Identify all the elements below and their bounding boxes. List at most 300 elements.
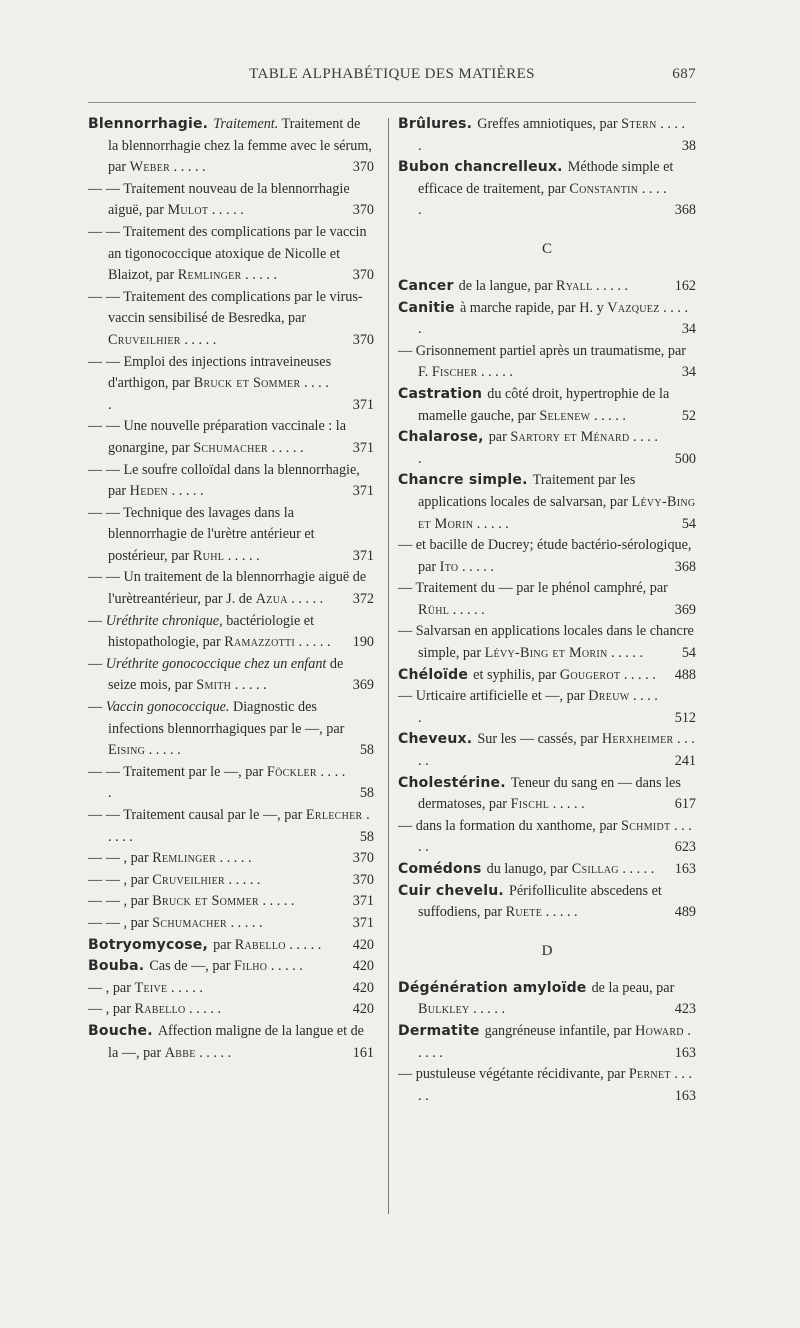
entry-leader: . . . . . [418, 116, 686, 154]
entry-text [398, 116, 685, 154]
entry-keyword: Bouche. [88, 1022, 158, 1039]
entry-author: Vazquez [607, 299, 660, 316]
entry-keyword: Dégénération amyloïde [398, 979, 592, 996]
index-entry [398, 686, 696, 729]
entry-text [398, 343, 686, 381]
entry-description: Traitement du — par le phénol camphré, par [415, 580, 668, 597]
entry-text [398, 1066, 692, 1104]
entry-description: Sur les — cassés, par [477, 731, 602, 748]
entry-author: Föckler [266, 763, 317, 780]
entry-leader: . . . . . [618, 861, 655, 877]
entry-description: Traitement par les applications locales de salvarsan, par [418, 472, 636, 510]
entry-leader: . . . . . [477, 364, 513, 381]
entry-page: 371 [352, 914, 374, 931]
entry-dash: — [398, 817, 416, 834]
entry-leader: . . . . . [225, 871, 261, 888]
entry-text [88, 807, 370, 845]
entry-text [398, 429, 658, 467]
entry-text [398, 861, 694, 877]
entry-text [398, 386, 669, 424]
entry-dash: — — [88, 807, 124, 823]
entry-description: Affection maligne de la langue et de la —, par [108, 1022, 364, 1061]
entry-author: Filho [234, 958, 268, 975]
entry-text [398, 980, 674, 1018]
entry-description: par [488, 429, 511, 446]
entry-text [398, 537, 691, 575]
entry-author: Rabello [234, 936, 286, 953]
entry-italic: Uréthrite chronique, [105, 612, 223, 629]
entry-page: 623 [674, 839, 696, 856]
entry-text [88, 462, 360, 500]
entry-page: 420 [352, 1001, 374, 1018]
index-entry [88, 222, 374, 287]
entry-dash: — — [88, 914, 124, 931]
entry-description: , par [105, 1001, 135, 1018]
entry-leader: . . . . . [267, 958, 303, 975]
entry-page: 34 [681, 321, 696, 338]
index-entry [88, 416, 374, 459]
header-rule [88, 102, 696, 103]
section-letter: D [541, 942, 553, 959]
entry-author: Howard [635, 1022, 684, 1039]
index-entry [88, 762, 374, 805]
entry-author: Ruete [505, 904, 543, 921]
entry-author: Azua [255, 591, 288, 608]
entry-dash: — — [88, 223, 124, 240]
entry-page: 369 [352, 677, 374, 694]
entry-text [88, 764, 345, 802]
entry-page: 372 [352, 591, 374, 608]
entry-leader: . . . . . [195, 1044, 232, 1061]
entry-text [88, 289, 363, 348]
entry-author: Weber [129, 159, 171, 176]
entry-leader: . . . . . [418, 1066, 693, 1104]
entry-author: Mulot [167, 202, 209, 219]
entry-description: de la langue, par [458, 277, 556, 294]
section-letter: C [541, 240, 552, 257]
entry-description: Traitement nouveau de la blennorrhagie aiguë, par [108, 180, 350, 219]
entry-author: Ruhl [192, 547, 225, 564]
entry-dash: — [398, 580, 416, 597]
entry-description: du côté droit, hypertrophie de la mamelle gauche, par [418, 385, 670, 424]
entry-page: 163 [674, 861, 696, 877]
entry-text [88, 915, 303, 931]
entry-page: 488 [674, 666, 696, 683]
index-entry [398, 816, 696, 859]
index-entry [398, 276, 696, 298]
index-entry [88, 956, 374, 978]
entry-author: Fischer [431, 364, 478, 381]
entry-description: pustuleuse végétante récidivante, par [415, 1066, 629, 1083]
index-entry [398, 1021, 696, 1064]
entry-author: Cruveilhier [108, 331, 181, 348]
entry-leader: . . . . . [542, 904, 578, 921]
entry-leader: . . . . . [458, 558, 494, 575]
entry-text [88, 850, 292, 866]
entry-text [88, 872, 300, 888]
entry-text [88, 937, 361, 953]
entry-leader: . . . . . [231, 677, 267, 694]
entry-author: Eising [108, 742, 146, 759]
entry-text [88, 505, 315, 564]
entry-author: Lévy-Bing et Morin [484, 645, 608, 662]
column-divider [388, 118, 389, 1214]
entry-leader: . . . . . [620, 666, 656, 683]
entry-dash: — — [88, 288, 124, 305]
entry-dash: — [398, 623, 416, 640]
entry-keyword: Cheveux. [398, 731, 478, 748]
entry-description: dans la formation du xanthome, par [415, 817, 622, 834]
entry-page: 420 [352, 979, 374, 996]
entry-text [88, 1023, 364, 1061]
entry-leader: . . . . . [108, 375, 329, 413]
entry-page: 34 [681, 364, 696, 381]
entry-page: 423 [674, 1001, 696, 1018]
index-entry [398, 578, 696, 621]
index-entry [88, 460, 374, 503]
entry-dash: — [88, 1001, 106, 1018]
entry-leader: . . . . . [108, 807, 370, 845]
entry-description: , par [123, 914, 153, 931]
entry-page: 58 [359, 828, 374, 845]
entry-page: 38 [681, 137, 696, 154]
index-entry [88, 179, 374, 222]
entry-leader: . . . . . [295, 634, 331, 651]
entry-text [88, 699, 344, 758]
entry-page: 190 [352, 634, 374, 651]
index-entry [88, 611, 374, 654]
entry-description: de seize mois, par [108, 655, 344, 694]
index-entry [398, 470, 696, 535]
left-column [88, 114, 374, 1064]
entry-keyword: Bubon chancrelleux. [398, 159, 568, 176]
entry-keyword: Chancre simple. [398, 472, 533, 489]
entry-keyword: Bouba. [88, 958, 150, 975]
entry-author: Ryall [555, 277, 593, 294]
entry-leader: . . . . . [418, 299, 688, 338]
entry-dash: — — [88, 871, 124, 888]
entry-page: 368 [674, 558, 696, 575]
index-entry [398, 621, 696, 664]
entry-description: bactériologie et histopathologie, par [108, 612, 315, 651]
entry-author: Pernet [628, 1066, 671, 1083]
entry-author: Heden [129, 483, 169, 500]
entry-leader: . . . . . [108, 763, 346, 802]
entry-leader: . . . . . [449, 601, 485, 618]
entry-description: Emploi des injections intraveineuses d'arthigon, par [108, 353, 332, 392]
entry-description: Traitement par le —, par [123, 763, 267, 780]
right-column [398, 114, 696, 1107]
entry-dash: — [398, 342, 416, 359]
entry-leader: . . . . . [607, 645, 644, 662]
running-header [88, 64, 696, 88]
entry-italic: Traitement. [213, 116, 279, 132]
entry-dash: — — [88, 418, 124, 435]
entry-page: 52 [681, 407, 696, 424]
index-entry [88, 935, 374, 957]
index-entry [88, 870, 374, 892]
entry-page: 161 [352, 1044, 374, 1061]
entry-page: 370 [352, 202, 374, 219]
entry-description: Traitement de la blennorrhagie chez la femme avec le sérum, par [108, 116, 372, 176]
index-entry [88, 978, 374, 1000]
entry-text [398, 300, 688, 338]
entry-text [88, 181, 350, 219]
entry-text [398, 159, 673, 218]
index-entry [88, 503, 374, 568]
entry-text [88, 224, 367, 283]
entry-text [398, 472, 695, 531]
entry-description: Urticaire artificielle et —, par [415, 688, 589, 705]
index-entry [398, 773, 696, 816]
entry-description: à marche rapide, par H. y [459, 299, 608, 316]
entry-description: de la peau, par [591, 979, 675, 996]
entry-keyword: Blennorrhagie. [88, 116, 214, 132]
entry-author: Erlecher [305, 807, 363, 823]
entry-description: , par [123, 893, 153, 910]
index-entry [398, 665, 696, 687]
entry-page: 371 [352, 893, 374, 910]
index-entry [88, 805, 374, 848]
entry-author: Ramazzotti [224, 634, 296, 651]
entry-description: Traitement causal par le —, par [123, 807, 306, 823]
entry-text [88, 116, 372, 175]
entry-italic: Uréthrite gonococcique chez un enfant [105, 655, 327, 672]
entry-leader: . . . . . [224, 547, 260, 564]
entry-author: Stern [621, 116, 657, 132]
entry-dash: — [398, 688, 416, 705]
entry-dash: — [398, 537, 416, 554]
entry-page: 54 [681, 515, 696, 532]
entry-description: et bacille de Ducrey; étude bactério-sérologique, par [415, 537, 692, 575]
entry-leader: . . . . . [418, 817, 692, 856]
index-entry [398, 978, 696, 1021]
entry-page: 370 [352, 159, 374, 176]
page-header-title: TABLE ALPHABÉTIQUE DES MATIÈRES [249, 66, 535, 82]
entry-keyword: Brûlures. [398, 116, 478, 132]
entry-page: 371 [352, 396, 374, 413]
entry-dash: — [398, 1066, 416, 1083]
index-entry [398, 341, 696, 384]
index-entry [88, 567, 374, 610]
entry-page: 420 [352, 936, 374, 953]
entry-page: 58 [359, 742, 374, 759]
entry-leader: . . . . . [180, 331, 217, 348]
entry-page: 163 [674, 1087, 696, 1104]
entry-author: Rabello [134, 1001, 186, 1018]
entry-page: 371 [352, 483, 374, 500]
entry-text [88, 1001, 261, 1017]
entry-page: 241 [674, 753, 696, 770]
entry-leader: . . . . . [287, 591, 324, 608]
entry-dash: — — [88, 180, 124, 197]
entry-author: Bruck et Sommer [193, 375, 301, 392]
entry-page: 371 [352, 439, 374, 456]
entry-description: Cas de —, par [149, 958, 235, 975]
index-entry [398, 859, 696, 881]
entry-description: Technique des lavages dans la blennorrhagie de l'urètre antérieur et postérieur, par [108, 504, 315, 564]
entry-leader: . . . . . [418, 731, 695, 770]
entry-page: 368 [674, 202, 696, 219]
index-entry [88, 352, 374, 417]
entry-text [398, 623, 694, 661]
entry-keyword: Cuir chevelu. [398, 882, 509, 899]
entry-leader: . . . . . [208, 202, 244, 219]
entry-keyword: Canitie [398, 299, 460, 316]
entry-author: Herxheimer [601, 731, 674, 748]
entry-text [88, 418, 346, 456]
entry-dash: — — [88, 461, 124, 478]
entry-dash: — [88, 655, 106, 672]
entry-dash: — [88, 612, 106, 629]
entry-page: 489 [674, 904, 696, 921]
page-number: 687 [672, 66, 696, 82]
entry-author: Fischl [510, 796, 550, 813]
entry-description: Greffes amniotiques, par [477, 116, 622, 132]
entry-author: Teive [134, 979, 168, 996]
entry-description: Grisonnement partiel après un traumatisme, par F. [415, 342, 686, 381]
entry-page: 163 [674, 1044, 696, 1061]
entry-page: 58 [359, 785, 374, 802]
index-entry [88, 654, 374, 697]
entry-dash: — — [88, 893, 124, 910]
index-entry [88, 114, 374, 179]
entry-page: 420 [352, 958, 374, 975]
entry-author: Ito [439, 558, 459, 575]
index-entry [398, 729, 696, 772]
entry-text [398, 1023, 691, 1061]
entry-description: gangréneuse infantile, par [484, 1022, 636, 1039]
entry-leader: . . . . . [170, 159, 206, 176]
entry-leader: . . . . . [592, 277, 628, 294]
entry-leader: . . . . . [258, 893, 295, 910]
entry-author: Gougerot [559, 666, 621, 683]
entry-leader: . . . . . [241, 267, 278, 284]
index-entry [398, 298, 696, 341]
entry-description: Diagnostic des infections blennorrhagiques par le —, par [108, 699, 345, 737]
index-entry [398, 157, 696, 222]
entry-dash: — — [88, 763, 124, 780]
entry-leader: . . . . . [418, 1022, 691, 1061]
index-entry [88, 999, 374, 1021]
entry-page: 512 [674, 709, 696, 726]
entry-keyword: Cholestérine. [398, 774, 511, 791]
entry-author: Schumacher [193, 439, 269, 456]
entry-text [88, 354, 331, 413]
entry-author: Bulkley [418, 1001, 470, 1018]
entry-leader: . . . . . [268, 439, 304, 456]
entry-text [398, 818, 692, 856]
entry-description: et syphilis, par [473, 666, 560, 683]
entry-text [88, 893, 334, 909]
entry-author: Constantin [569, 180, 639, 197]
entry-keyword: Castration [398, 385, 488, 402]
entry-author: Sartory et Ménard [510, 429, 630, 446]
entry-author: Remlinger [152, 850, 217, 867]
entry-dash: — — [88, 569, 124, 586]
entry-text [398, 775, 681, 813]
entry-author: Lévy-Bing et Morin [418, 493, 696, 532]
index-entry [398, 1064, 696, 1107]
index-entry [398, 535, 696, 578]
entry-author: Abbe [164, 1044, 196, 1061]
entry-text [398, 667, 696, 683]
entry-description: par [213, 936, 235, 953]
entry-page: 369 [674, 601, 696, 618]
entry-page: 371 [352, 547, 374, 564]
entry-keyword: Chalarose, [398, 429, 489, 446]
entry-description: , par [123, 871, 153, 888]
entry-leader: . . . . . [145, 742, 181, 759]
entry-text [398, 580, 668, 618]
entry-leader: . . . . . [418, 180, 667, 219]
entry-author: Dreuw [588, 688, 630, 705]
entry-description: , par [123, 850, 153, 867]
entry-leader: . . . . . [167, 979, 203, 996]
entry-page: 370 [352, 871, 374, 888]
entry-description: Méthode simple et efficace de traitement, par [418, 159, 674, 197]
index-entry [88, 1021, 374, 1064]
entry-keyword: Cancer [398, 277, 459, 294]
entry-author: Cruveilhier [152, 871, 225, 888]
entry-author: Smith [196, 677, 232, 694]
entry-author: Csillag [571, 861, 619, 877]
entry-dash: — — [88, 353, 124, 370]
entry-description: Salvarsan en applications locales dans le chancre simple, par [415, 623, 694, 662]
entry-page: 500 [674, 450, 696, 467]
entry-author: Bruck et Sommer [152, 893, 259, 910]
entry-page: 370 [352, 331, 374, 348]
entry-dash: — [88, 699, 106, 716]
entry-text [398, 688, 658, 726]
entry-description: Le soufre colloïdal dans la blennorrhagie, par [108, 461, 360, 500]
entry-keyword: Dermatite [398, 1022, 485, 1039]
entry-author: Selenew [539, 407, 591, 424]
entry-dash: — [88, 979, 106, 996]
entry-leader: . . . . . [168, 483, 204, 500]
entry-author: Schmidt [621, 817, 671, 834]
entry-text [88, 958, 343, 974]
entry-page: 370 [352, 267, 374, 284]
entry-leader: . . . . . [185, 1001, 221, 1018]
entry-description: Teneur du sang en — dans les dermatoses, par [418, 774, 681, 813]
entry-page: 617 [674, 796, 696, 813]
entry-leader: . . . . . [418, 688, 658, 726]
entry-leader: . . . . . [227, 914, 263, 931]
entry-description: Une nouvelle préparation vaccinale : la gonargine, par [108, 418, 347, 456]
entry-text [88, 656, 343, 694]
entry-leader: . . . . . [216, 850, 252, 867]
index-entry [398, 384, 696, 427]
index-entry [398, 881, 696, 924]
entry-description: Un traitement de la blennorrhagie aiguë de l'urètreantérieur, par J. de [108, 569, 367, 608]
entry-leader: . . . . . [473, 515, 509, 532]
entry-description: Traitement des complications par le virus-vaccin sensibilisé de Besredka, par [108, 288, 363, 327]
entry-keyword: Chéloïde [398, 666, 474, 683]
index-entry [398, 427, 696, 470]
entry-text [88, 613, 371, 651]
entry-author: Schumacher [152, 914, 228, 931]
entry-page: 162 [674, 277, 696, 294]
entry-leader: . . . . . [418, 429, 658, 467]
entry-description: , par [105, 979, 135, 996]
entry-leader: . . . . . [285, 936, 322, 953]
index-entry [88, 913, 374, 935]
index-entry [88, 697, 374, 762]
entry-dash: — — [88, 504, 124, 521]
entry-keyword: Botryomycose, [88, 936, 214, 953]
entry-author: Rühl [418, 601, 450, 618]
